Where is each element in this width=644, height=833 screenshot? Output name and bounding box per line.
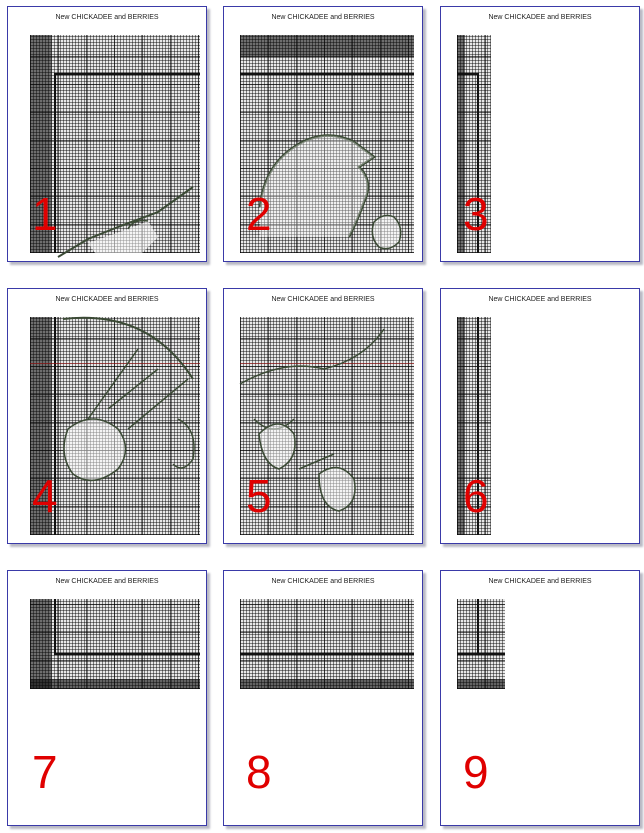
page-number: 7	[32, 746, 58, 798]
page-number: 6	[463, 470, 489, 522]
pattern-page-2[interactable]	[223, 6, 423, 262]
page-title: New CHICKADEE and BERRIES	[55, 296, 159, 303]
pattern-page-9[interactable]	[440, 570, 640, 826]
chart-grid	[457, 599, 505, 689]
page-title: New CHICKADEE and BERRIES	[55, 578, 159, 585]
pattern-page-8[interactable]	[223, 570, 423, 826]
page-number: 4	[32, 470, 58, 522]
page-number: 5	[246, 470, 272, 522]
page-title: New CHICKADEE and BERRIES	[488, 296, 592, 303]
page-number: 1	[32, 188, 58, 240]
chart-grid	[240, 599, 414, 689]
page-title: New CHICKADEE and BERRIES	[488, 14, 592, 21]
page-number: 9	[463, 746, 489, 798]
page-title: New CHICKADEE and BERRIES	[271, 14, 375, 21]
page-title: New CHICKADEE and BERRIES	[271, 296, 375, 303]
page-title: New CHICKADEE and BERRIES	[55, 14, 159, 21]
pattern-page-5[interactable]	[223, 288, 423, 544]
page-number: 2	[246, 188, 272, 240]
pattern-page-6[interactable]	[440, 288, 640, 544]
page-number: 3	[463, 188, 489, 240]
page-number: 8	[246, 746, 272, 798]
chart-grid	[30, 599, 200, 689]
page-title: New CHICKADEE and BERRIES	[488, 578, 592, 585]
pattern-page-4[interactable]	[7, 288, 207, 544]
pattern-page-1[interactable]	[7, 6, 207, 262]
pattern-page-3[interactable]	[440, 6, 640, 262]
pattern-page-7[interactable]	[7, 570, 207, 826]
page-title: New CHICKADEE and BERRIES	[271, 578, 375, 585]
